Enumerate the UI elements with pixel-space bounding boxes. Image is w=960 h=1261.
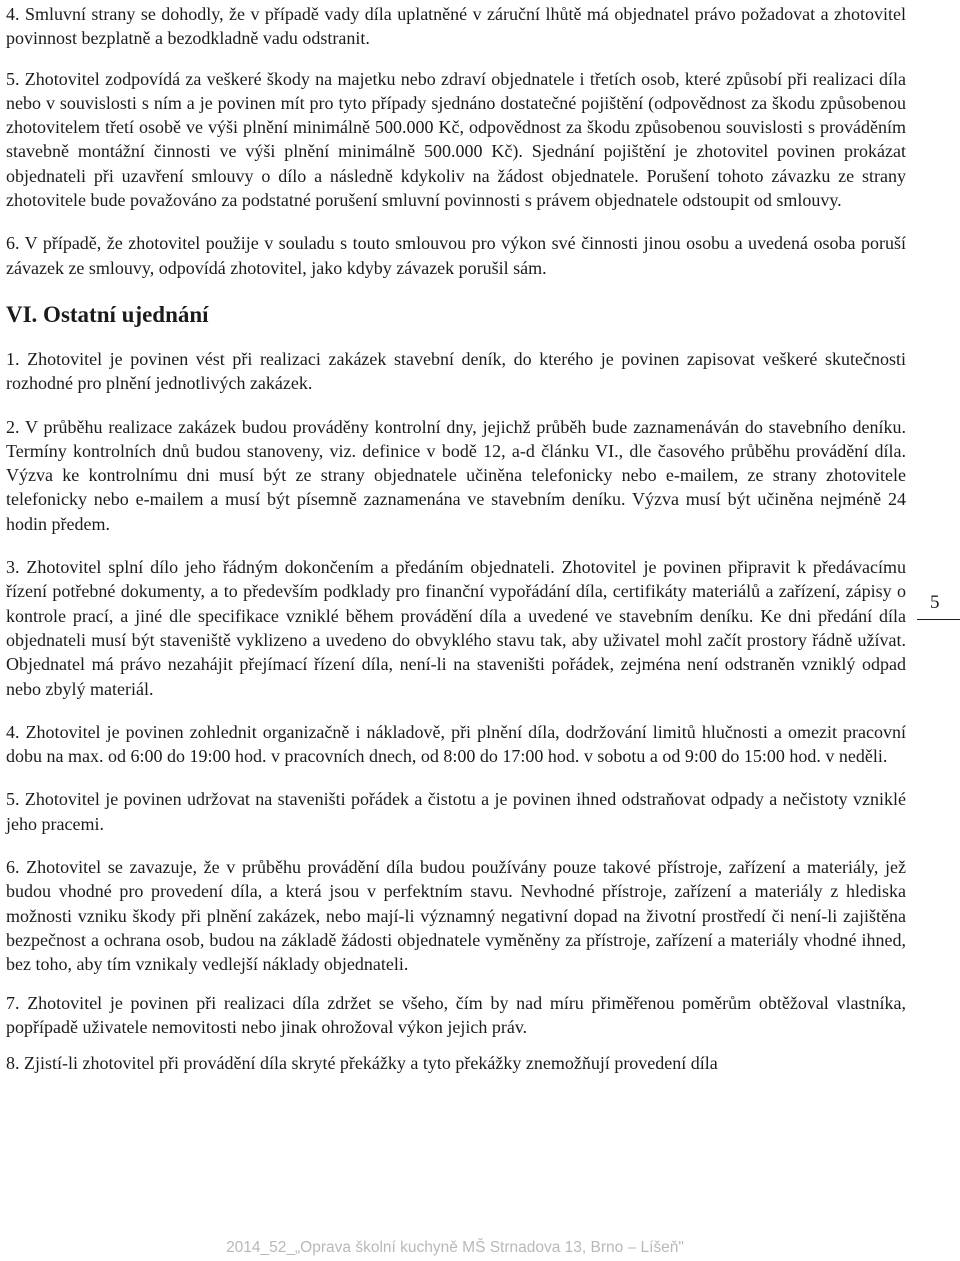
section-paragraph-2: 2. V průběhu realizace zakázek budou prováděny kontrolní dny, jejichž průběh bude zaznamenáván do stavebního deníku. Termíny kontrolních dnů budou stanoveny, viz. definice v bodě 12, a-d článku VI., dle časového průběhu provádění díla. Výzva ke kontrolnímu dni musí být ze strany objednatele učiněna telefonicky nebo e-mailem, ze strany zhotovitele telefonicky nebo e-mailem a musí být písemně zaznamenána ve stavebním deníku. Výzva musí být učiněna nejméně 24 hodin předem. bbox=[6, 416, 906, 534]
section-paragraph-4: 4. Zhotovitel je povinen zohlednit organizačně i nákladově, při plnění díla, dodržování limitů hlučnosti a omezit pracovní dobu na max. od 6:00 do 19:00 hod. v pracovních dnech, od 8:00 do 17:00 hod. v sobotu a od 9:00 do 15:00 hod. v neděli. bbox=[6, 721, 906, 767]
section-paragraph-8: 8. Zjistí-li zhotovitel při provádění díla skryté překážky a tyto překážky znemožňují provedení díla bbox=[6, 1053, 718, 1074]
section-paragraph-6: 6. Zhotovitel se zavazuje, že v průběhu provádění díla budou používány pouze takové přístroje, zařízení a materiály, jež budou vhodné pro provedení díla, a která jsou v perfektním stavu. Nevhodné přístroje, zařízení a materiály z hlediska možnosti vzniku škody při plnění zakázek, nebo mají-li významný negativní dopad na životní prostředí či není-li zajištěna bezpečnost a ochrana osob, budou na základě žádosti objednatele vyměněny za přístroje, zařízení a materiály vhodné ihned, bez toho, aby tím vznikaly vedlejší náklady objednateli. bbox=[6, 857, 906, 975]
page-number-rule bbox=[917, 619, 960, 620]
document-body bbox=[6, 2, 906, 1075]
section-paragraph-5: 5. Zhotovitel je povinen udržovat na staveništi pořádek a čistotu a je povinen ihned odstraňovat odpady a nečistoty vzniklé jeho pracemi. bbox=[6, 789, 906, 834]
section-heading: VI. Ostatní ujednání bbox=[6, 301, 209, 327]
document-footer: 2014_52_„Oprava školní kuchyně MŠ Strnadova 13, Brno – Líšeň" bbox=[226, 1239, 684, 1256]
section-paragraph-1: 1. Zhotovitel je povinen vést při realizaci zakázek stavební deník, do kterého je povinen zapisovat veškeré skutečnosti rozhodné pro plnění jednotlivých zakázek. bbox=[6, 348, 906, 394]
page-number: 5 bbox=[930, 592, 940, 613]
section-paragraph-3: 3. Zhotovitel splní dílo jeho řádným dokončením a předáním objednateli. Zhotovitel je povinen připravit k předávacímu řízení potřebné dokumenty, a to především podklady pro finanční vypořádání díla, certifikáty materiálů a zařízení, zápisy o kontrole prací, a jiné dle specifikace vzniklé během provádění díla a uvedené ve stavebním deníku. Ke dni předání díla objednateli musí být staveniště vyklizeno a uvedeno do obvyklého stavu tak, aby uživatel mohl začít prostory řádně užívat. Objednatel má právo nezahájit přejímací řízení díla, není-li na staveništi pořádek, zejména není odstraněn vzniklý odpad nebo zbylý materiál. bbox=[6, 557, 906, 699]
paragraph-6: 6. V případě, že zhotovitel použije v souladu s touto smlouvou pro výkon své činnosti jinou osobu a uvedená osoba poruší závazek ze smlouvy, odpovídá zhotovitel, jako kdyby závazek porušil sám. bbox=[6, 233, 906, 278]
section-paragraph-7: 7. Zhotovitel je povinen při realizaci díla zdržet se všeho, čím by nad míru přiměřenou poměrům obtěžoval vlastníka, popřípadě uživatele nemovitosti nebo jinak ohrožoval výkon jejich práv. bbox=[6, 992, 906, 1037]
paragraph-4: 4. Smluvní strany se dohodly, že v případě vady díla uplatněné v záruční lhůtě má objednatel právo požadovat a zhotovitel povinnost bezplatně a bezodkladně vadu odstranit. bbox=[6, 4, 906, 49]
paragraph-5: 5. Zhotovitel zodpovídá za veškeré škody na majetku nebo zdraví objednatele i třetích osob, které způsobí při realizaci díla nebo v souvislosti s ním a je povinen mít pro tyto případy sjednáno dostatečné pojištění (odpovědnost za škodu způsobenou zhotovitelem třetí osobě ve výši plnění minimálně 500.000 Kč, odpovědnost za škodu způsobenou souvislosti s prováděním stavebně montážní činnosti ve výši plnění minimálně 500.000 Kč). Sjednání pojištění je zhotovitel povinen prokázat objednateli při uzavření smlouvy o dílo a následně kdykoliv na žádost objednatele. Porušení tohoto závazku ze strany zhotovitele bude považováno za podstatné porušení smluvní povinnosti s právem objednatele odstoupit od smlouvy. bbox=[6, 68, 906, 211]
